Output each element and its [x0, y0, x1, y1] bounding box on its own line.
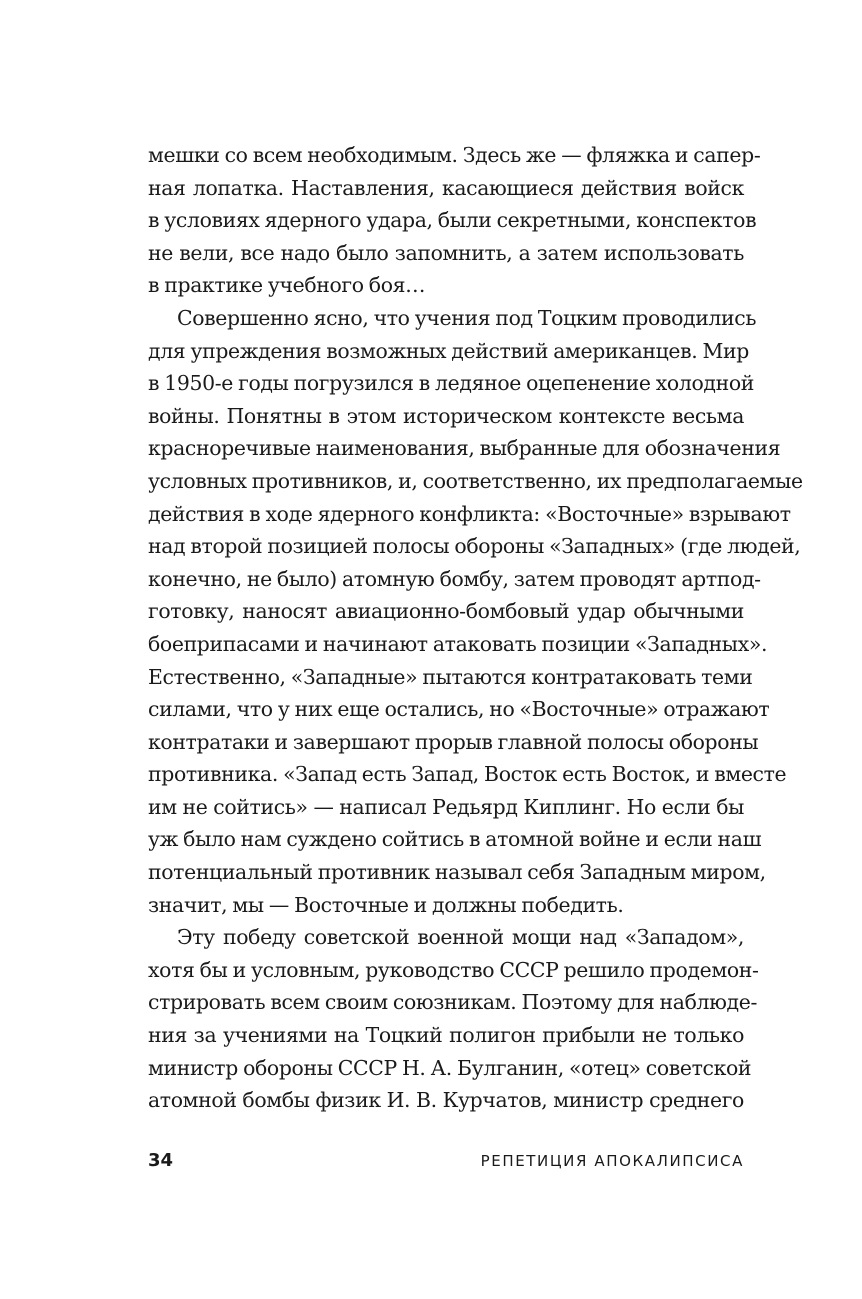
text-line: мешки со всем необходимым. Здесь же — фляжка и сапер-: [148, 143, 761, 167]
running-title: РЕПЕТИЦИЯ АПОКАЛИПСИСА: [480, 1152, 744, 1170]
page-footer: [148, 1148, 744, 1174]
text-line: готовку, наносят авиационно-бомбовый удар обычными: [148, 599, 744, 624]
text-line: потенциальный противник называл себя Западным миром,: [148, 860, 766, 885]
text-line: для упреждения возможных действий американцев. Мир: [148, 338, 749, 363]
text-line: ния за учениями на Тоцкий полигон прибыли не только: [148, 1023, 744, 1048]
text-line: атомной бомбы физик И. В. Курчатов, министр среднего: [148, 1088, 744, 1113]
text-line: ная лопатка. Наставления, касающиеся действия войск: [148, 175, 744, 200]
book-page-text: [148, 139, 803, 1117]
text-line: стрировать всем своим союзникам. Поэтому для наблюде-: [148, 990, 757, 1015]
text-line: войны. Понятны в этом историческом контексте весьма: [148, 403, 744, 428]
text-line: не вели, все надо было запомнить, а затем использовать: [148, 240, 744, 265]
text-line: Совершенно ясно, что учения под Тоцким проводились: [177, 305, 757, 330]
text-line: хотя бы и условным, руководство СССР решило продемон-: [148, 957, 759, 982]
text-line: условных противников, и, соответственно, их предполагаемые: [148, 468, 803, 493]
text-line: силами, что у них еще остались, но «Восточные» отражают: [148, 697, 770, 722]
text-line: значит, мы — Восточные и должны победить.: [148, 892, 624, 917]
text-line: Естественно, «Западные» пытаются контратаковать теми: [148, 664, 753, 689]
text-line: в 1950-е годы погрузился в ледяное оцепенение холодной: [148, 371, 754, 396]
text-line: уж было нам суждено сойтись в атомной войне и если наш: [148, 827, 762, 852]
text-line: министр обороны СССР Н. А. Булганин, «отец» советской: [148, 1055, 752, 1080]
text-line: им не сойтись» — написал Редьярд Киплинг. Но если бы: [148, 794, 744, 819]
text-line: в практике учебного боя…: [148, 273, 426, 298]
page-number: 34: [148, 1150, 174, 1171]
text-line: в условиях ядерного удара, были секретными, конспектов: [148, 208, 757, 233]
text-line: конечно, не было) атомную бомбу, затем проводят артпод-: [148, 566, 761, 591]
text-line: действия в ходе ядерного конфликта: «Восточные» взрывают: [148, 501, 791, 526]
text-line: боеприпасами и начинают атаковать позиции «Западных».: [148, 631, 768, 656]
text-line: контратаки и завершают прорыв главной полосы обороны: [148, 729, 759, 754]
text-line: противника. «Запад есть Запад, Восток есть Восток, и вместе: [148, 762, 787, 787]
text-line: красноречивые наименования, выбранные для обозначения: [148, 436, 781, 461]
text-line: Эту победу советской военной мощи над «Западом»,: [177, 925, 744, 950]
text-line: над второй позицией полосы обороны «Западных» (где людей,: [148, 534, 801, 559]
